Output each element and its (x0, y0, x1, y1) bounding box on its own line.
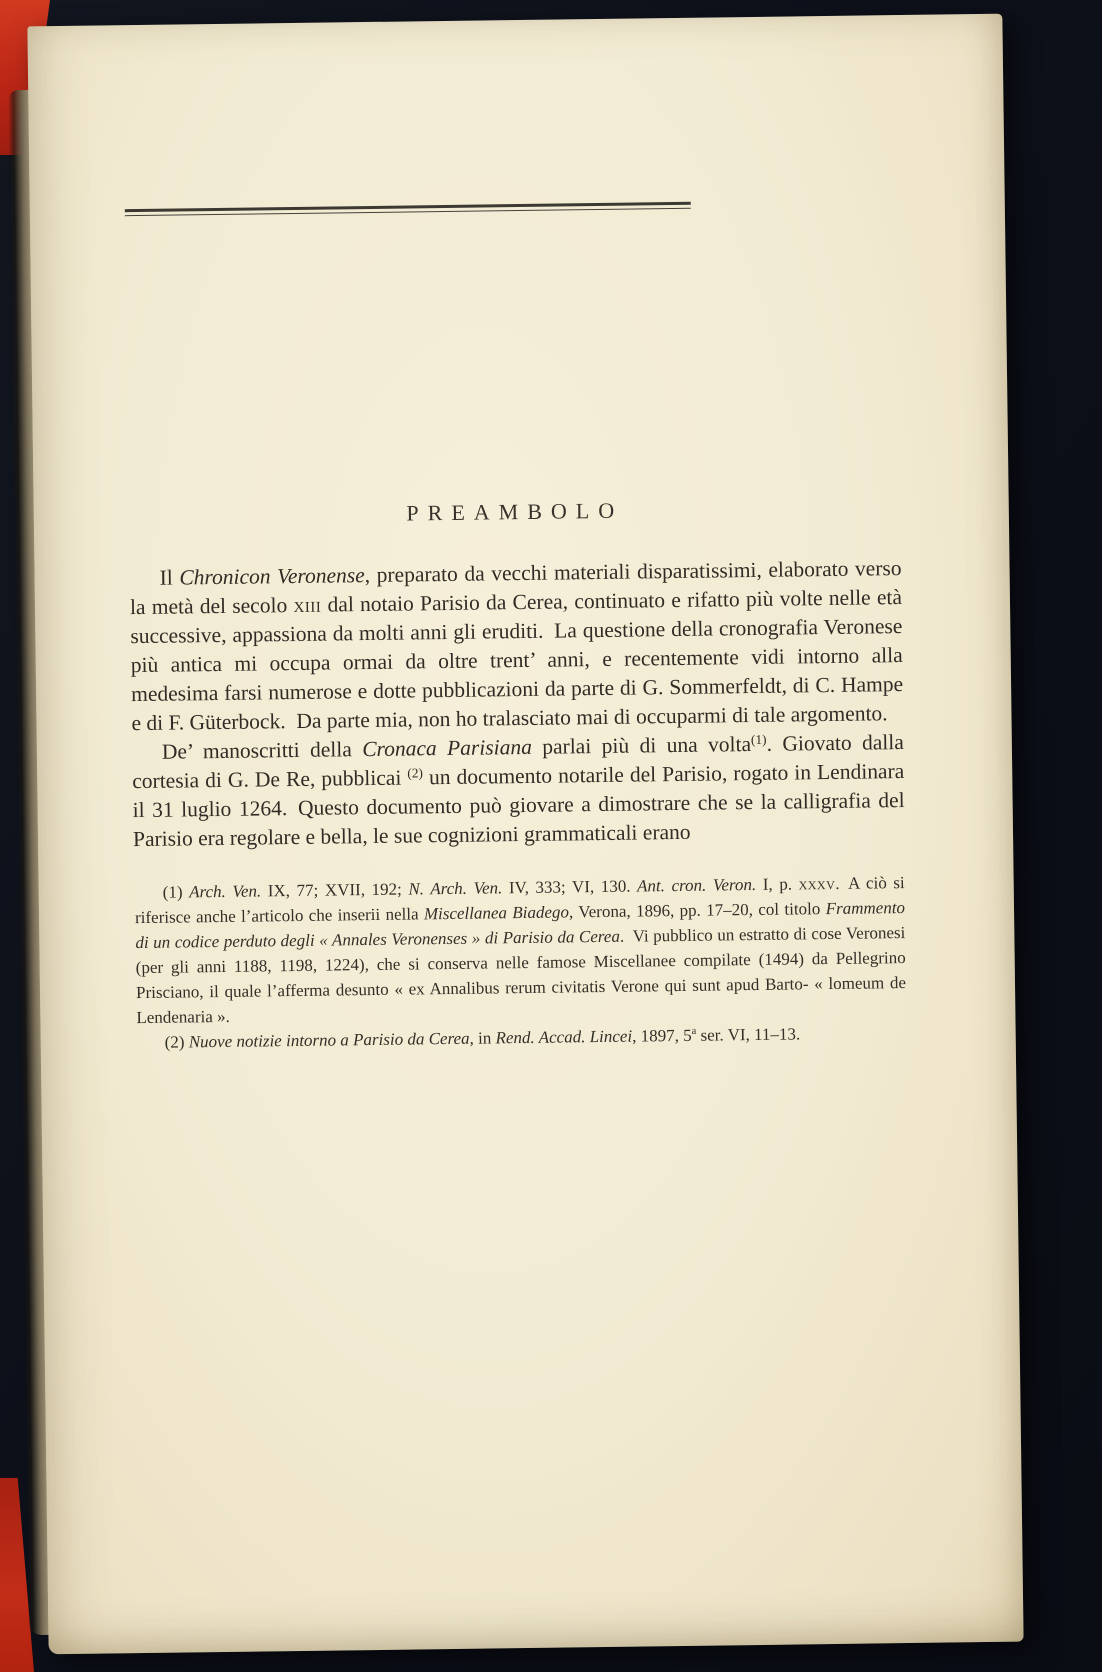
text-run: dal notaio Parisio da Cerea, continuato e rifatto più volte nelle età successive, appassiona da molti anni gli eruditi. La questione della cronografia Veronese più antica mi occupa ormai da oltre trent’ anni, e recentemente vidi intorno alla medesima farsi numerose e dotte pubblicazioni da parte di G. Sommerfeldt, di C. Hampe e di F. Güterbock. Da parte mia, non ho tralasciato mai di occuparmi di tale argomento. (130, 585, 904, 736)
italic-text: N. Arch. Ven. (408, 878, 503, 899)
page-title: PREAMBOLO (406, 497, 624, 526)
paragraph (129, 554, 903, 738)
text-run: ser. VI, 11–13. (696, 1024, 801, 1045)
italic-text: Frammento di un codice perduto degli « Annales Veronenses » di Parisio da Cerea (135, 898, 906, 953)
text-run: , preparato da vecchi materiali disparatissimi, elaborato verso la metà del secolo (129, 556, 902, 620)
text-run: (1) (162, 882, 190, 902)
text-run: I, p. (756, 874, 799, 894)
italic-text: Cronaca Parisiana (362, 734, 533, 762)
italic-text: Arch. Ven. (189, 881, 262, 902)
text-run: , in (469, 1028, 496, 1048)
footnote-reference: a (691, 1025, 697, 1037)
footnote (135, 870, 907, 1030)
footnote-reference: (2) (407, 765, 423, 781)
italic-text: Miscellanea Biadego (423, 902, 570, 924)
text-run: . A ciò si riferisce anche l’articolo che inserii nella (134, 873, 905, 928)
text-run: Il (159, 565, 180, 590)
italic-text: Nuove notizie intorno a Parisio da Cerea (188, 1028, 470, 1052)
text-run: (2) (164, 1032, 189, 1052)
text-run: IV, 333; VI, 130. (502, 876, 638, 898)
text-run: . Vi pubblico un estratto di cose Veronesi (per gli anni 1188, 1198, 1224), che si conserva nelle famose Miscellanee compilate (1494) da Pellegrino Prisciano, il quale l’afferma desunto « ex Annalibus rerum civitatis Verone qui sunt apud Barto- « lomeum de Lendenaria ». (135, 923, 907, 1028)
text-run: . Giovato dalla cortesia di G. De Re, pubblicai (132, 730, 904, 794)
text-run: , 1897, 5 (631, 1025, 692, 1046)
text-run: , Verona, 1896, pp. 17–20, col titolo (568, 899, 826, 922)
footnote-reference: (1) (750, 731, 767, 748)
text-run: xiii (293, 592, 322, 618)
italic-text: Rend. Accad. Lincei (495, 1026, 633, 1048)
footnotes (135, 870, 907, 1055)
text-run: xxxv (798, 873, 836, 894)
text-run: De’ manoscritti della (161, 737, 363, 764)
header-double-rule (125, 202, 691, 216)
italic-text: Ant. cron. Veron. (636, 874, 757, 896)
italic-text: Chronicon Veronense (179, 563, 365, 590)
text-run: parlai più di una volta (531, 732, 752, 759)
body-text (129, 554, 905, 854)
text-run: un documento notarile del Parisio, rogato in Lendinara il 31 luglio 1264. Questo documento può giovare a dimostrare che se la calligrafia del Parisio era regolare e bella, le sue cognizioni grammaticali erano (132, 759, 905, 852)
text-run: IX, 77; XVII, 192; (261, 879, 409, 901)
paragraph (132, 728, 905, 854)
book-page (27, 14, 1023, 1655)
